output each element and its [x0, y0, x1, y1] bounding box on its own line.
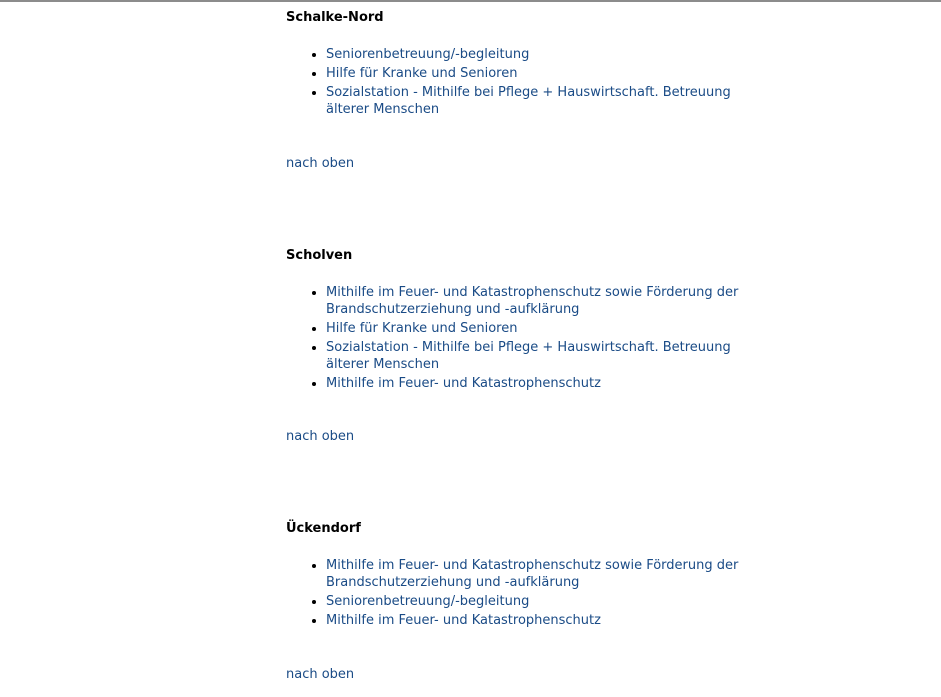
district-section-schalke-nord — [286, 9, 766, 120]
list-item — [326, 65, 766, 82]
service-link[interactable]: Hilfe für Kranke und Senioren — [326, 66, 518, 81]
service-link[interactable]: Mithilfe im Feuer- und Katastrophenschutz — [326, 376, 601, 391]
back-to-top-link[interactable]: nach oben — [286, 429, 355, 444]
service-link[interactable]: Mithilfe im Feuer- und Katastrophenschutz — [326, 613, 601, 628]
service-link[interactable]: Hilfe für Kranke und Senioren — [326, 321, 518, 336]
list-item — [326, 612, 766, 629]
district-heading: Schalke-Nord — [286, 10, 384, 25]
service-link[interactable]: Sozialstation - Mithilfe bei Pflege + Hauswirtschaft. Betreuung älterer Menschen — [326, 85, 731, 117]
service-link[interactable]: Sozialstation - Mithilfe bei Pflege + Hauswirtschaft. Betreuung älterer Menschen — [326, 340, 731, 372]
list-item — [326, 320, 766, 337]
service-list — [286, 557, 766, 629]
district-section-ueckendorf — [286, 520, 766, 631]
district-section-scholven — [286, 247, 766, 394]
district-heading: Ückendorf — [286, 521, 361, 536]
list-item — [326, 84, 766, 118]
back-to-top-link[interactable]: nach oben — [286, 667, 355, 682]
service-link[interactable]: Seniorenbetreuung/-begleitung — [326, 594, 530, 609]
list-item — [326, 593, 766, 610]
service-list — [286, 46, 766, 118]
service-link[interactable]: Mithilfe im Feuer- und Katastrophenschutz sowie Förderung der Brandschutzerziehung und -aufklärung — [326, 285, 739, 317]
top-border — [0, 0, 941, 2]
list-item — [326, 46, 766, 63]
list-item — [326, 339, 766, 373]
list-item — [326, 375, 766, 392]
list-item — [326, 557, 766, 591]
service-link[interactable]: Mithilfe im Feuer- und Katastrophenschutz sowie Förderung der Brandschutzerziehung und -aufklärung — [326, 558, 739, 590]
list-item — [326, 284, 766, 318]
service-list — [286, 284, 766, 392]
back-to-top-link[interactable]: nach oben — [286, 156, 355, 171]
district-heading: Scholven — [286, 248, 353, 263]
service-link[interactable]: Seniorenbetreuung/-begleitung — [326, 47, 530, 62]
